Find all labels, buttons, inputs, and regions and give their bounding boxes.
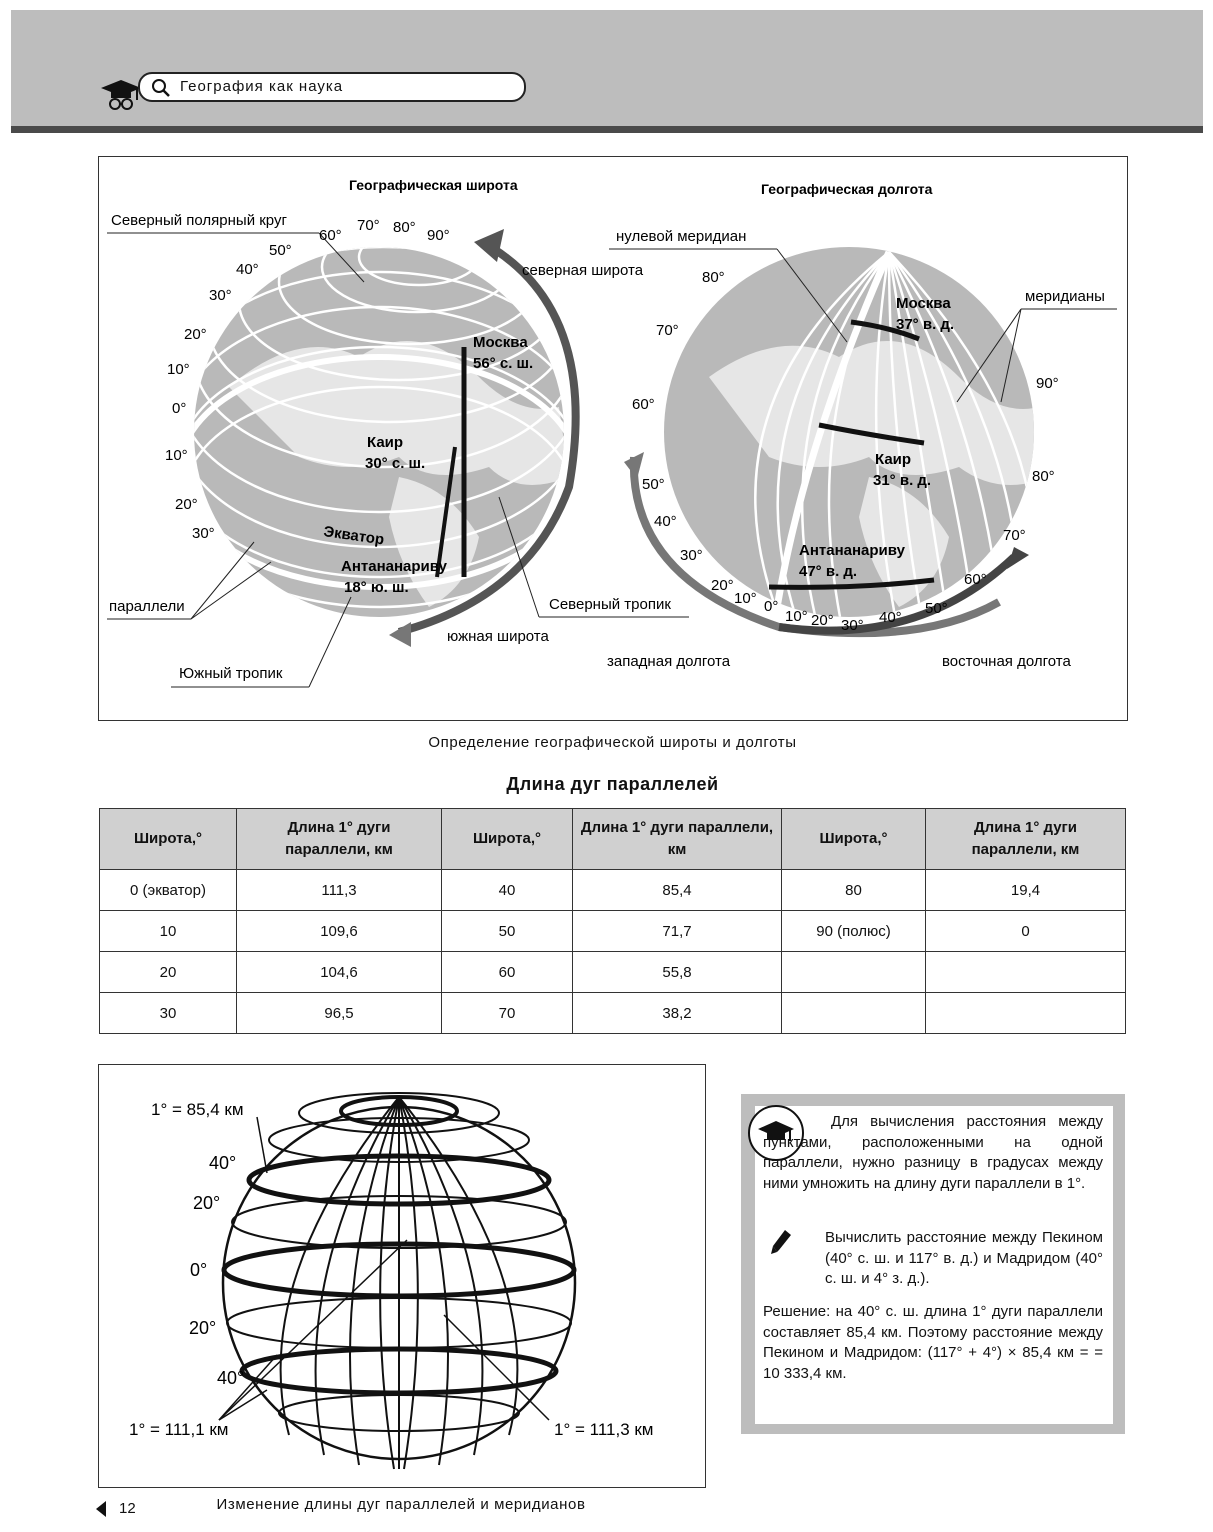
- table-cell: 50: [442, 911, 573, 952]
- grid-lat-20n: 20°: [193, 1193, 221, 1213]
- lon-tick-20w: 20°: [711, 577, 734, 594]
- lat-tick-80: 80°: [393, 219, 416, 236]
- lon-tick-30e: 30°: [841, 617, 864, 634]
- table-row: [100, 870, 1126, 911]
- lat-tick-20: 20°: [184, 326, 207, 343]
- longitude-title: Географическая долгота: [761, 181, 933, 197]
- table-cell: 85,4: [573, 870, 782, 911]
- th-len-1: Длина 1° дуги параллели, км: [237, 809, 442, 870]
- lon-tick-60e: 60°: [964, 571, 987, 588]
- east-longitude-label: восточная долгота: [942, 653, 1071, 670]
- lon-tick-40e: 40°: [879, 609, 902, 626]
- moscow-longitude: 37° в. д.: [896, 316, 955, 333]
- west-longitude-label: западная долгота: [607, 653, 731, 670]
- table-cell: 30: [100, 993, 237, 1034]
- cairo-label: Каир: [367, 434, 404, 451]
- lat-tick-30: 30°: [209, 287, 232, 304]
- antananarivo-longitude: 47° в. д.: [799, 563, 858, 580]
- lat-tick-s20: 20°: [175, 496, 198, 513]
- north-latitude-label: северная широта: [522, 262, 644, 279]
- table-cell: [926, 993, 1126, 1034]
- moscow-lon-label: Москва: [896, 295, 951, 312]
- page-number: 12: [119, 1500, 136, 1517]
- antananarivo-lon-label: Антананариву: [799, 542, 905, 559]
- table-cell: 55,8: [573, 952, 782, 993]
- lat-tick-50: 50°: [269, 242, 292, 259]
- cairo-longitude: 31° в. д.: [873, 472, 932, 489]
- parallel-arc-table: [99, 808, 1126, 1034]
- lat-tick-s30: 30°: [192, 525, 215, 542]
- table-cell: 109,6: [237, 911, 442, 952]
- table-cell: 111,3: [237, 870, 442, 911]
- lon-tick-0: 0°: [764, 598, 779, 615]
- table-cell: 10: [100, 911, 237, 952]
- equator-label: Экватор: [322, 523, 386, 549]
- lon-tick-80w: 80°: [702, 269, 725, 286]
- lon-tick-50e: 50°: [925, 600, 948, 617]
- label-111-3-km: 1° = 111,3 км: [554, 1420, 654, 1439]
- south-latitude-label: южная широта: [447, 628, 549, 645]
- lon-tick-30w: 30°: [680, 547, 703, 564]
- section-title: География как наука: [180, 78, 344, 95]
- table-cell: 0 (экватор): [100, 870, 237, 911]
- arctic-circle-label: Северный полярный круг: [111, 212, 287, 229]
- table-row: [100, 993, 1126, 1034]
- figure2-caption: Изменение длины дуг параллелей и меридианов: [216, 1496, 586, 1513]
- table-row: [100, 952, 1126, 993]
- table-cell: 40: [442, 870, 573, 911]
- lat-tick-90: 90°: [427, 227, 450, 244]
- lon-tick-90e: 90°: [1036, 375, 1059, 392]
- grid-globe: [223, 1093, 575, 1469]
- moscow-latitude: 56° с. ш.: [473, 355, 534, 372]
- table-cell: [782, 952, 926, 993]
- table-cell: 70: [442, 993, 573, 1034]
- page-header: [11, 10, 1203, 126]
- note-rule: Для вычисления расстояния между пунктами, расположенными на одной параллели, нужно разницу в градусах между ними умножить на длину дуги параллели в 1°.: [763, 1113, 1103, 1192]
- cairo-lon-label: Каир: [875, 451, 912, 468]
- table-cell: 104,6: [237, 952, 442, 993]
- lon-tick-20e: 20°: [811, 612, 834, 629]
- figure1-caption: Определение географической широты и долготы: [428, 734, 797, 751]
- table-cell: 38,2: [573, 993, 782, 1034]
- latitude-title: Географическая широта: [349, 177, 518, 193]
- table-cell: 80: [782, 870, 926, 911]
- note-task: Вычислить расстояние между Пекином (40° с. ш. и 117° в. д.) и Мадридом (40° с. ш. и 4° з. д.).: [825, 1229, 1103, 1287]
- lat-tick-70: 70°: [357, 217, 380, 234]
- grid-lat-20s: 20°: [189, 1318, 217, 1338]
- section-search-bar[interactable]: [138, 72, 526, 102]
- cairo-latitude: 30° с. ш.: [365, 455, 426, 472]
- th-lat-3: Широта,°: [782, 809, 926, 870]
- south-tropic-label: Южный тропик: [179, 665, 283, 682]
- table-cell: 71,7: [573, 911, 782, 952]
- note-solution: Решение: на 40° с. ш. длина 1° дуги параллели составляет 85,4 км. Поэтому расстояние между Пекином и Мадридом: (117° + 4°) × 85,4 км = = 10 333,4 км.: [763, 1303, 1103, 1382]
- north-tropic-label: Северный тропик: [549, 596, 671, 613]
- th-lat-2: Широта,°: [442, 809, 573, 870]
- meridians-label: меридианы: [1025, 288, 1105, 305]
- lat-tick-10: 10°: [167, 361, 190, 378]
- grid-lat-40s: 40°: [217, 1368, 245, 1388]
- lon-tick-70w: 70°: [656, 322, 679, 339]
- th-lat-1: Широта,°: [100, 809, 237, 870]
- lat-tick-s10: 10°: [165, 447, 188, 464]
- page-marker-icon: [96, 1501, 106, 1517]
- grid-globe-figure: [98, 1064, 706, 1488]
- lon-tick-70e: 70°: [1003, 527, 1026, 544]
- th-len-2: Длина 1° дуги параллели, км: [573, 809, 782, 870]
- table-cell: 90 (полюс): [782, 911, 926, 952]
- parallels-label: параллели: [109, 598, 185, 615]
- search-icon: [150, 77, 172, 99]
- label-85-4-km: 1° = 85,4 км: [151, 1100, 244, 1119]
- moscow-label: Москва: [473, 334, 528, 351]
- lon-tick-50w: 50°: [642, 476, 665, 493]
- lon-tick-60w: 60°: [632, 396, 655, 413]
- latitude-longitude-figure: [98, 156, 1128, 721]
- grid-lat-0: 0°: [190, 1260, 208, 1280]
- lon-tick-10e: 10°: [785, 608, 808, 625]
- lon-tick-40w: 40°: [654, 513, 677, 530]
- table-cell: 60: [442, 952, 573, 993]
- table-cell: 20: [100, 952, 237, 993]
- grid-lat-40n: 40°: [209, 1153, 237, 1173]
- lat-tick-60: 60°: [319, 227, 342, 244]
- calculation-note: [741, 1094, 1125, 1434]
- table-header-row: [100, 809, 1126, 870]
- prime-meridian-label: нулевой меридиан: [616, 228, 747, 245]
- table-cell: 96,5: [237, 993, 442, 1034]
- lat-tick-0: 0°: [172, 400, 187, 417]
- antananarivo-latitude: 18° ю. ш.: [344, 579, 409, 596]
- lon-tick-80e: 80°: [1032, 468, 1055, 485]
- label-111-1-km: 1° = 111,1 км: [129, 1420, 229, 1439]
- table-cell: [926, 952, 1126, 993]
- lon-tick-10w: 10°: [734, 590, 757, 607]
- antananarivo-label: Антананариву: [341, 558, 447, 575]
- table-cell: 19,4: [926, 870, 1126, 911]
- lat-tick-40: 40°: [236, 261, 259, 278]
- table-cell: [782, 993, 926, 1034]
- table-row: [100, 911, 1126, 952]
- table-title: Длина дуг параллелей: [506, 774, 719, 794]
- pen-icon: [771, 1228, 793, 1254]
- latitude-globe: [107, 177, 689, 687]
- longitude-globe: [607, 181, 1117, 670]
- table-cell: 0: [926, 911, 1126, 952]
- th-len-3: Длина 1° дуги параллели, км: [926, 809, 1126, 870]
